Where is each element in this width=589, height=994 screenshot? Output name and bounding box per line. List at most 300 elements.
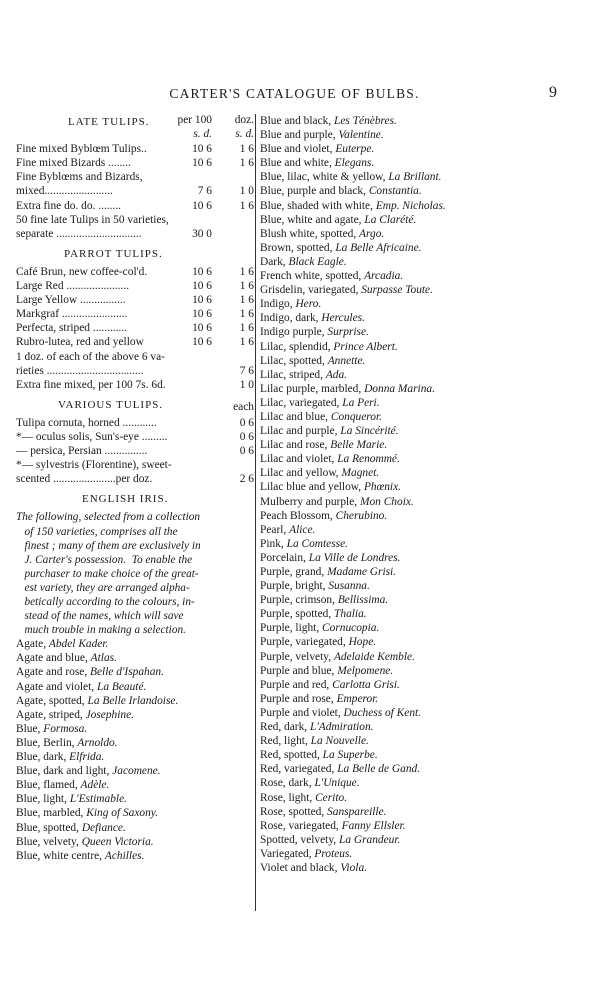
variety-colour: Lilac purple, marbled, [260,382,362,395]
variety-colour: Lilac and violet, [260,453,335,466]
price-row [16,184,254,198]
iris-variety [260,114,574,128]
right-column [260,114,574,875]
price-per-doz: 1 6 [239,336,254,349]
variety-name: La Belle de Gand. [337,763,421,776]
item-name: Large Red ...................... [16,280,130,293]
parrot-tulips-list [16,265,254,392]
variety-colour: Purple, bright, [260,580,326,593]
intro-line: The following, selected from a collection [16,511,201,524]
variety-name: La Ville de Londres. [308,551,401,564]
variety-colour: Indigo, [260,298,293,311]
variety-name: Achilles. [104,849,145,862]
price-row [16,307,254,321]
variety-name: La Grandeur. [339,833,401,846]
iris-variety [260,311,574,325]
iris-variety [260,480,574,494]
variety-name: Josephine. [85,708,135,721]
item-name: separate .............................. [16,227,142,240]
price-per-doz: 1 6 [239,308,254,321]
variety-colour: Agate, [16,638,47,651]
variety-name: Defiance. [81,821,126,834]
variety-name: Atlas. [90,652,117,665]
iris-variety [260,128,574,142]
variety-name: Adèle. [80,779,110,792]
variety-name: Duchess of Kent. [343,706,422,719]
page-number: 9 [549,84,557,101]
iris-variety [260,396,574,410]
price-row [16,156,254,170]
price-row [16,321,254,335]
variety-name: Cherubino. [335,509,388,522]
iris-variety [16,835,254,849]
variety-name: Valentine. [338,129,384,142]
item-name: Tulipa cornuta, horned ............ [16,416,157,429]
variety-colour: Purple, velvety, [260,650,332,663]
variety-colour: Blue, lilac, white & yellow, [260,171,386,184]
intro-line: purchaser to make choice of the great- [16,567,199,580]
iris-variety [260,861,574,875]
column-divider [255,114,256,911]
iris-variety [260,142,574,156]
variety-name: Cornucopia. [322,622,380,635]
variety-colour: Blue and black, [260,115,332,127]
iris-variety [260,776,574,790]
iris-variety [260,579,574,593]
variety-colour: Blue and white, [260,157,332,170]
variety-colour: Blue, Berlin, [16,736,75,749]
various-tulips-heading: VARIOUS TULIPS. [58,398,164,411]
variety-colour: Lilac, variegated, [260,396,340,409]
price-per-100: 30 0 [192,227,212,240]
price-per-100: 10 6 [192,143,212,156]
variety-name: Prince Albert. [333,340,398,353]
iris-variety [16,821,254,835]
iris-variety [260,509,574,523]
iris-variety [260,565,574,579]
iris-list-left [16,637,254,863]
variety-name: Thalia. [334,608,367,621]
iris-variety [260,621,574,635]
iris-variety [260,410,574,424]
item-name: *— oculus solis, Sun's-eye ......... [16,430,168,443]
variety-name: Magnet. [341,467,380,480]
variety-colour: Purple and rose, [260,692,334,705]
iris-variety [260,748,574,762]
iris-variety [16,694,254,708]
variety-name: Proteus. [314,847,353,860]
iris-variety [260,692,574,706]
variety-colour: Brown, spotted, [260,241,333,254]
variety-colour: Blue, velvety, [16,835,79,848]
price-row [16,350,254,364]
variety-colour: Agate and rose, [16,666,88,679]
iris-variety [260,156,574,170]
parrot-tulips-header [16,246,254,260]
variety-colour: Rose, dark, [260,777,312,790]
item-name: Perfecta, striped ............ [16,322,128,335]
item-name: rieties .................................. [16,364,144,377]
iris-variety [260,537,574,551]
variety-name: La Renommé. [337,453,400,466]
variety-name: Alice. [289,523,316,536]
variety-colour: Red, light, [260,735,308,748]
variety-name: Arnoldo. [77,736,118,749]
iris-variety [260,452,574,466]
price-per-doz: 0 6 [239,416,254,429]
iris-variety [260,847,574,861]
iris-variety [260,255,574,269]
iris-variety [16,680,254,694]
price-per-100: 10 6 [192,308,212,321]
variety-name: Annette. [327,354,366,367]
iris-variety [260,424,574,438]
variety-name: L'Admiration. [310,721,374,734]
price-per-100: 10 6 [192,157,212,170]
price-per-doz: 0 6 [239,430,254,443]
price-per-100: 7 6 [197,185,212,198]
variety-colour: Spotted, velvety, [260,833,337,846]
variety-colour: Rose, light, [260,791,313,804]
iris-variety [16,722,254,736]
item-name: 50 fine late Tulips in 50 varieties, [16,213,169,226]
page-header [0,86,589,106]
item-name: Fine mixed Bizards ........ [16,157,131,170]
various-tulips-header [16,397,254,411]
iris-variety [260,325,574,339]
variety-colour: Agate and violet, [16,680,95,693]
variety-name: Adelaide Kemble. [333,650,415,663]
variety-colour: Blue, white and agate, [260,213,362,226]
variety-colour: Lilac, spotted, [260,354,325,367]
iris-variety [260,227,574,241]
variety-colour: Lilac, striped, [260,368,323,381]
iris-variety [260,241,574,255]
variety-colour: Rose, spotted, [260,805,325,818]
iris-variety [260,495,574,509]
variety-name: Conqueror. [330,410,383,423]
variety-name: Hercules. [321,312,365,325]
left-column [16,114,254,863]
price-per-doz: 2 6 [239,473,254,486]
variety-name: Emperor. [336,692,379,705]
price-per-doz: 1 6 [239,199,254,212]
variety-colour: Blue, dark and light, [16,765,110,778]
variety-colour: Purple and violet, [260,706,341,719]
iris-variety [260,805,574,819]
iris-variety [260,170,574,184]
variety-colour: Red, dark, [260,721,308,734]
iris-variety [260,438,574,452]
iris-intro-paragraph [16,510,254,637]
item-name: Café Brun, new coffee-col'd. [16,265,148,278]
english-iris-heading: ENGLISH IRIS. [82,493,169,506]
variety-name: Elfrida. [69,751,105,764]
iris-variety [16,665,254,679]
iris-variety [260,269,574,283]
variety-colour: Grisdelin, variegated, [260,284,359,297]
variety-colour: Blue, light, [16,793,67,806]
iris-variety [16,849,254,863]
iris-variety [260,791,574,805]
intro-line: J. Carter's possession. To enable the [16,553,193,566]
col-sd-label: s. d. [193,128,212,141]
variety-name: L'Unique. [314,777,360,790]
variety-colour: Lilac and yellow, [260,467,339,480]
iris-variety [260,283,574,297]
iris-variety [260,551,574,565]
variety-colour: Red, spotted, [260,749,320,762]
variety-colour: Variegated, [260,847,312,860]
variety-name: La Clarété. [364,213,417,226]
variety-colour: Lilac and rose, [260,439,328,452]
price-row [16,430,254,444]
iris-variety [260,593,574,607]
variety-name: King of Saxony. [86,807,159,820]
intro-line: est variety, they are arranged alpha- [16,581,190,594]
variety-name: Surpasse Toute. [361,284,433,297]
item-name: mixed........................ [16,185,113,198]
variety-colour: Agate, striped, [16,708,83,721]
item-name: — persica, Persian ............... [16,445,148,458]
iris-variety [16,708,254,722]
iris-variety [260,199,574,213]
page-title: CARTER'S CATALOGUE OF BULBS. [169,86,420,101]
price-per-100: 10 6 [192,336,212,349]
variety-name: La Beauté. [97,680,147,693]
variety-colour: Blue, marbled, [16,807,84,820]
variety-colour: Blue and purple, [260,129,336,142]
variety-name: Fanny Ellsler. [341,819,406,832]
variety-colour: Pink, [260,537,284,550]
intro-line: stead of the names, which will save [16,610,184,623]
variety-colour: Indigo, dark, [260,312,319,325]
variety-colour: Mulberry and purple, [260,495,358,508]
col-sd-label-2: s. d. [235,128,254,141]
variety-name: Constantia. [368,185,422,198]
variety-colour: Blue, dark, [16,751,67,764]
price-per-100: 10 6 [192,280,212,293]
item-name: Extra fine do. do. ........ [16,199,122,212]
variety-name: La Belle Africaine. [335,241,422,254]
variety-colour: French white, spotted, [260,270,362,283]
item-name: Extra fine mixed, per 100 7s. 6d. [16,378,166,391]
iris-variety [16,792,254,806]
variety-name: Belle Marie. [330,439,388,452]
iris-variety [260,466,574,480]
price-per-doz: 0 6 [239,445,254,458]
iris-variety [16,750,254,764]
iris-variety [260,706,574,720]
variety-colour: Rose, variegated, [260,819,339,832]
price-per-100: 10 6 [192,322,212,335]
variety-name: La Belle Irlandoise. [87,694,179,707]
variety-name: Mon Choix. [359,495,414,508]
iris-variety [260,382,574,396]
item-name: Large Yellow ................ [16,294,126,307]
variety-name: Madame Grisi. [327,566,397,578]
iris-variety [260,213,574,227]
iris-variety [16,736,254,750]
variety-colour: Purple, spotted, [260,608,332,621]
variety-name: La Superbe. [322,749,378,762]
price-per-doz: 1 6 [239,322,254,335]
iris-variety [260,650,574,664]
variety-name: La Peri. [342,396,380,409]
late-tulips-list [16,142,254,241]
variety-name: La Comtesse. [286,537,348,550]
variety-name: Ada. [325,368,348,381]
variety-colour: Purple, variegated, [260,636,346,649]
variety-name: La Brillant. [388,171,442,184]
variety-name: Euterpe. [335,143,375,156]
variety-colour: Blue, flamed, [16,779,78,792]
iris-variety [260,664,574,678]
price-row [16,227,254,241]
price-per-100: 10 6 [192,199,212,212]
price-row [16,170,254,184]
iris-variety [260,607,574,621]
price-per-doz: 7 6 [239,364,254,377]
price-row [16,364,254,378]
variety-colour: Lilac, splendid, [260,340,331,353]
late-tulips-subheader [16,128,254,142]
item-name: 1 doz. of each of the above 6 va- [16,350,165,363]
variety-name: Sanspareille. [327,805,387,818]
late-tulips-header [16,114,254,128]
price-per-doz: 1 6 [239,143,254,156]
variety-name: Melpomene. [337,664,394,677]
item-name: Rubro-lutea, red and yellow [16,336,144,349]
price-per-doz: 1 6 [239,280,254,293]
item-name: Fine mixed Byblœm Tulips.. [16,143,147,156]
variety-colour: Purple and blue, [260,664,335,677]
variety-colour: Blue, white centre, [16,849,103,862]
variety-name: Queen Victoria. [81,835,154,848]
variety-name: Arcadia. [364,270,404,283]
variety-name: Surprise. [327,326,369,339]
iris-variety [16,778,254,792]
iris-variety [260,678,574,692]
late-tulips-heading: LATE TULIPS. [68,116,150,128]
variety-name: Les Ténèbres. [334,115,397,127]
price-per-100: 10 6 [192,294,212,307]
iris-variety [260,762,574,776]
iris-variety [260,635,574,649]
item-name: Markgraf ....................... [16,308,128,321]
variety-colour: Dark, [260,255,286,268]
variety-name: Black Eagle. [288,255,347,268]
various-tulips-list [16,416,254,486]
price-per-doz: 1 6 [239,294,254,307]
variety-name: Formosa. [43,722,88,735]
item-name: Fine Byblœms and Bizards, [16,171,143,184]
variety-colour: Blue, [16,722,41,735]
col-doz-label: doz. [234,114,254,126]
iris-variety [260,340,574,354]
price-row [16,444,254,458]
variety-colour: Lilac and blue, [260,410,328,423]
iris-variety [260,819,574,833]
variety-name: Hero. [295,298,322,311]
variety-colour: Purple, crimson, [260,594,335,607]
iris-variety [16,764,254,778]
variety-name: Belle d'Ispahan. [90,666,164,679]
variety-colour: Purple and red, [260,678,330,691]
iris-variety [16,637,254,651]
english-iris-header [16,491,254,505]
iris-variety [260,297,574,311]
variety-colour: Violet and black, [260,861,338,874]
variety-colour: Purple, light, [260,622,320,635]
price-per-doz: 1 6 [239,265,254,278]
variety-name: Donna Marina. [364,382,435,395]
price-row [16,279,254,293]
variety-name: Argo. [359,227,385,240]
col-per100-label: per 100 [177,114,212,126]
variety-colour: Blue, spotted, [16,821,79,834]
variety-colour: Porcelain, [260,551,306,564]
price-row [16,416,254,430]
price-row [16,265,254,279]
variety-name: Abdel Kader. [48,638,109,651]
intro-line: much trouble in making a selection. [16,624,186,637]
variety-colour: Agate and blue, [16,652,88,665]
iris-variety [260,833,574,847]
iris-variety [260,184,574,198]
price-per-doz: 1 0 [239,378,254,391]
variety-name: Bellissima. [337,594,389,607]
price-per-100: 10 6 [192,265,212,278]
variety-colour: Blue, shaded with white, [260,199,373,212]
intro-line: of 150 varieties, comprises all the [16,525,178,538]
iris-variety [260,720,574,734]
price-row [16,199,254,213]
variety-name: Susanna. [328,580,370,593]
variety-name: Viola. [340,861,367,874]
iris-variety [260,354,574,368]
price-row [16,378,254,392]
variety-name: L'Estimable. [69,793,127,806]
iris-variety [260,523,574,537]
variety-colour: Indigo purple, [260,326,325,339]
price-row [16,293,254,307]
variety-colour: Blue, purple and black, [260,185,366,198]
variety-name: Elegans. [334,157,375,170]
price-row [16,335,254,349]
iris-variety [260,368,574,382]
variety-colour: Lilac blue and yellow, [260,481,362,494]
iris-variety [260,734,574,748]
variety-colour: Purple, grand, [260,566,325,578]
parrot-tulips-heading: PARROT TULIPS. [64,247,163,260]
variety-name: Jacomene. [112,765,161,778]
variety-name: Hope. [348,636,377,649]
variety-name: La Nouvelle. [310,735,369,748]
intro-line: betically according to the colours, in- [16,596,195,608]
item-name: *— sylvestris (Florentine), sweet- [16,459,172,472]
intro-line: finest ; many of them are exclusively in [16,539,201,552]
price-row [16,142,254,156]
variety-name: Cerito. [315,791,348,804]
price-per-doz: 1 6 [239,157,254,170]
variety-colour: Blue and violet, [260,143,333,156]
price-per-doz: 1 0 [239,185,254,198]
variety-name: Phœnix. [363,481,401,494]
variety-name: La Sincérité. [340,425,399,438]
item-name: scented ......................per doz. [16,473,153,486]
price-row [16,213,254,227]
